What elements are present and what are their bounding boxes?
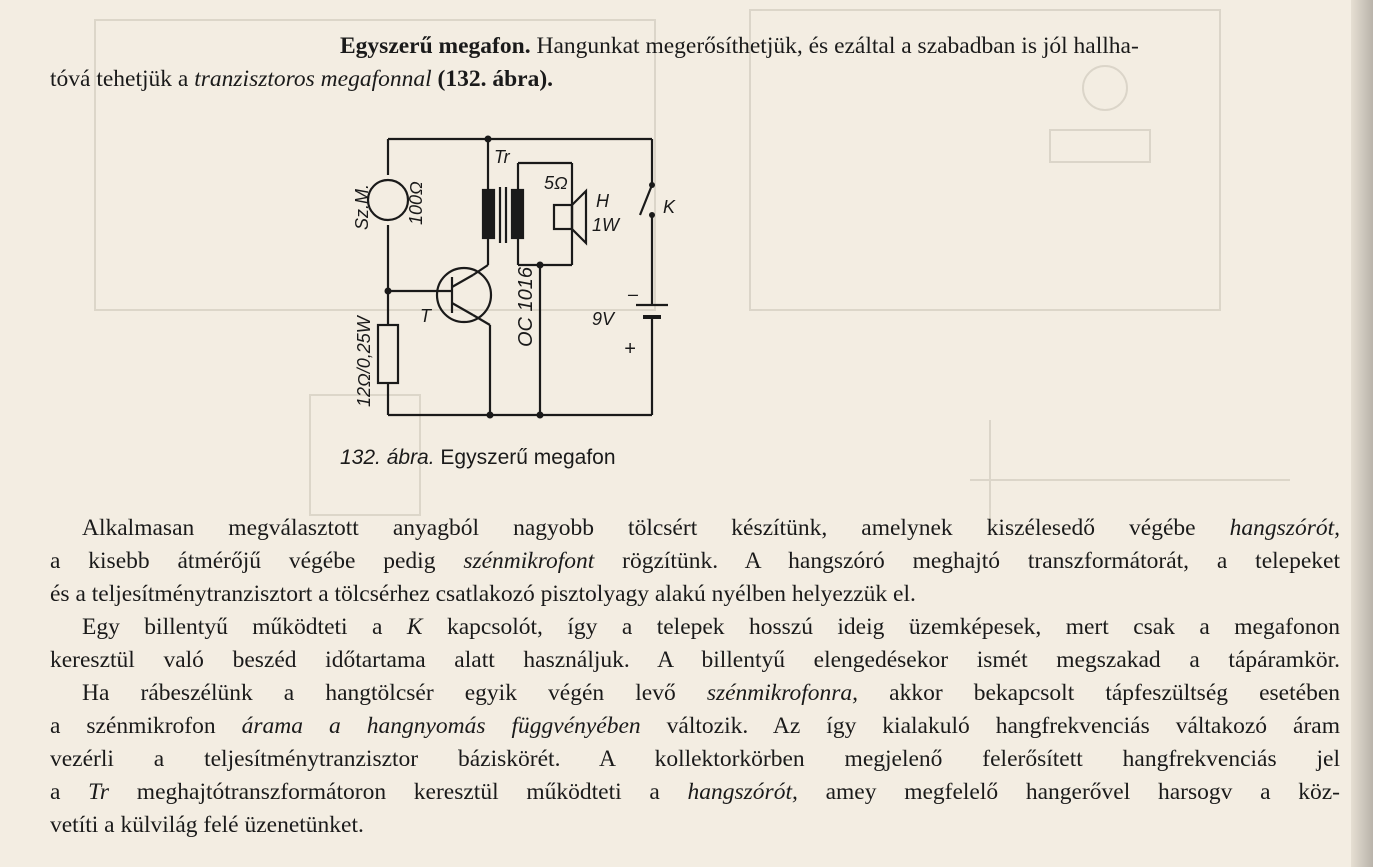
label-speaker-power: 1W — [592, 215, 619, 235]
p3-line2: a szénmikrofon árama a hangnyomás függvényében változik. Az így kialakuló hangfrekvenciás váltakozó áram — [50, 713, 1340, 739]
label-battery: 9V — [592, 309, 615, 329]
section-heading: Egyszerű megafon. — [340, 33, 531, 59]
caption-text: Egyszerű megafon — [434, 446, 616, 469]
p2-line1: Egy billentyű működteti a K kapcsolót, így a telepek hosszú ideig üzemképesek, mert csak a megafonon — [82, 614, 1340, 640]
label-resistor: 12Ω/0,25W — [354, 316, 374, 407]
figure-caption — [340, 446, 616, 470]
p1-line3: és a teljesítménytranzisztort a tölcsérhez csatlakozó pisztolyagy alakú nyélben helyezzük el. — [50, 581, 916, 607]
label-mic: Sz.M. — [352, 183, 372, 230]
page-edge-shadow — [1351, 0, 1373, 867]
caption-number: 132. ábra. — [340, 446, 435, 469]
label-speaker-impedance: 5Ω — [544, 173, 568, 193]
p1-line1: Alkalmasan megválasztott anyagból nagyobb tölcsért készítünk, amelynek kiszélesedő végébe hangszórót, — [82, 515, 1340, 541]
intro-paragraph — [50, 30, 1340, 96]
p1-line2: a kisebb átmérőjű végébe pedig szénmikrofont rögzítünk. A hangszóró meghajtó transzformátorát, a telepeket — [50, 548, 1340, 574]
p2-line2: keresztül való beszéd időtartama alatt használjuk. A billentyű elengedésekor ismét megszakad a tápáramkör. — [50, 647, 1340, 673]
figure-reference: (132. ábra). — [431, 66, 554, 92]
label-plus: + — [624, 338, 636, 360]
intro-text-line1: Hangunkat megerősíthetjük, és ezáltal a szabadban is jól hallha- — [530, 33, 1139, 59]
intro-emphasis: tranzisztoros megafonnal — [194, 66, 432, 92]
label-speaker: H — [596, 191, 609, 211]
label-mic-resistance: 100Ω — [406, 181, 426, 225]
p3-line3: vezérli a teljesítménytranzisztor báziskörét. A kollektorkörben megjelenő felerősített hangfrekvenciás jel — [50, 746, 1340, 772]
circuit-diagram — [340, 125, 680, 430]
p3-line4: a Tr meghajtótranszformátoron keresztül működteti a hangszórót, amey megfelelő hangerővel harsogv a köz- — [50, 779, 1341, 805]
p3-line1: Ha rábeszélünk a hangtölcsér egyik végén levő szénmikrofonra, akkor bekapcsolt tápfeszültség esetében — [82, 680, 1340, 706]
label-minus: – — [628, 284, 639, 304]
label-transformer: Tr — [494, 147, 510, 167]
body-text — [50, 512, 1340, 842]
label-transistor-type: OC 1016 — [515, 266, 537, 347]
label-switch: K — [663, 197, 676, 217]
label-transistor: T — [420, 306, 431, 326]
p3-line5: vetíti a külvilág felé üzenetünket. — [50, 812, 364, 838]
intro-text-line2: tóvá tehetjük a — [50, 66, 195, 92]
